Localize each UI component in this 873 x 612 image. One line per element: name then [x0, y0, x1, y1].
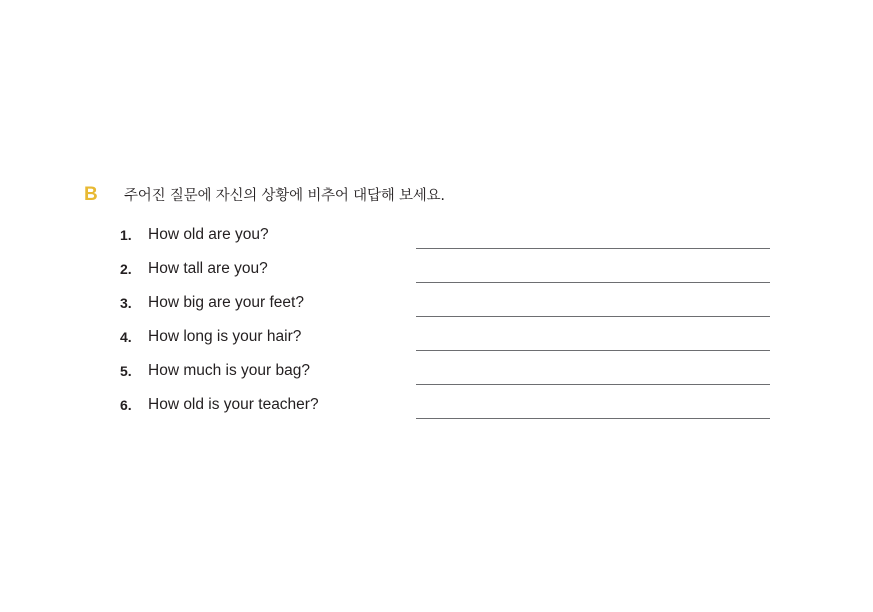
answer-line[interactable]: [416, 248, 770, 249]
item-question: How old is your teacher?: [148, 396, 319, 413]
answer-line[interactable]: [416, 350, 770, 351]
item-question: How big are your feet?: [148, 294, 304, 311]
list-item: [84, 225, 784, 259]
item-number: 1.: [120, 227, 132, 243]
answer-line[interactable]: [416, 316, 770, 317]
list-item: [84, 327, 784, 361]
item-number: 3.: [120, 295, 132, 311]
exercise-section-b: [84, 184, 784, 429]
item-question: How much is your bag?: [148, 362, 310, 379]
list-item: [84, 259, 784, 293]
question-list: [84, 225, 784, 429]
item-number: 4.: [120, 329, 132, 345]
item-question: How old are you?: [148, 226, 269, 243]
list-item: [84, 395, 784, 429]
item-number: 6.: [120, 397, 132, 413]
section-header: [84, 184, 784, 205]
answer-line[interactable]: [416, 418, 770, 419]
item-number: 2.: [120, 261, 132, 277]
list-item: [84, 361, 784, 395]
section-letter: B: [84, 184, 98, 205]
list-item: [84, 293, 784, 327]
answer-line[interactable]: [416, 384, 770, 385]
answer-line[interactable]: [416, 282, 770, 283]
section-instruction: 주어진 질문에 자신의 상황에 비추어 대답해 보세요.: [124, 188, 445, 204]
item-question: How tall are you?: [148, 260, 268, 277]
item-question: How long is your hair?: [148, 328, 302, 345]
item-number: 5.: [120, 363, 132, 379]
